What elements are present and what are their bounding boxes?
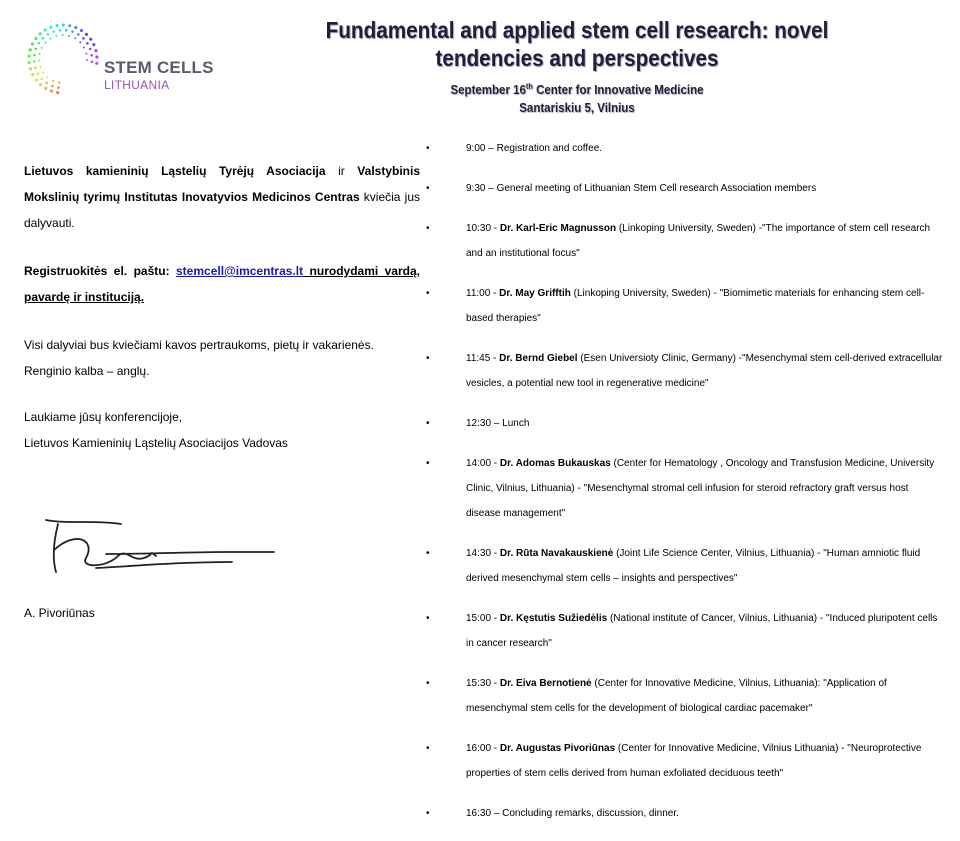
logo-dot: [74, 26, 77, 29]
logo-dot: [62, 34, 64, 36]
bullet-icon: •: [426, 458, 430, 469]
agenda-time: 15:00 -: [466, 613, 500, 624]
logo-dot: [29, 48, 32, 51]
agenda-item: [424, 606, 944, 656]
agenda-speaker: Dr. Eiva Bernotienė: [499, 678, 592, 689]
logo-dot: [80, 29, 83, 32]
logo-dot: [52, 30, 55, 33]
info-line: Visi dalyviai bus kviečiami kavos pertraukoms, pietų ir vakarienės.: [24, 338, 374, 352]
logo-dot: [37, 42, 40, 45]
agenda-time: 11:45 -: [466, 353, 500, 364]
agenda-item: [424, 216, 944, 266]
logo-dot: [92, 43, 95, 46]
logo-dot: [39, 66, 41, 68]
logo-dot: [41, 37, 44, 40]
bullet-icon: •: [426, 143, 430, 154]
agenda-description: (Joint Life Science Center, Vilnius, Lithuania) - "Human amniotic fluid derived mesenchymal stem cells – insights and perspectives": [466, 548, 921, 584]
agenda-description: (Linkoping University, Sweden) - "Biomimetic materials for enhancing stem cell-based therapies": [466, 288, 925, 324]
logo-dot: [33, 60, 36, 63]
logo-ring-icon: [18, 14, 108, 104]
logo-dot: [35, 48, 38, 51]
logo-dot: [29, 67, 32, 70]
agenda-description: Registration and coffee.: [493, 143, 603, 154]
logo-dot: [95, 55, 98, 58]
agenda-list: [424, 136, 944, 841]
logo-dot: [41, 47, 43, 49]
agenda-description: (Center for Hematology , Oncology and Transfusion Medicine, University Clinic, Vilnius, Lithuania) - "Mesenchymal stromal cell infusion for steroid refractory graft versus host disease management": [466, 458, 935, 519]
event-address: Santariskiu 5, Vilnius: [519, 101, 635, 115]
logo-dot: [49, 38, 51, 40]
agenda-time: 9:30 –: [466, 183, 494, 194]
logo-dot: [31, 73, 34, 76]
logo-dot: [94, 49, 97, 52]
agenda-time: 10:30 -: [466, 223, 500, 234]
agenda-item: [424, 176, 944, 201]
agenda-description: General meeting of Lithuanian Stem Cell research Association members: [493, 183, 817, 194]
email-link[interactable]: stemcell@imcentras.lt: [176, 264, 304, 278]
bullet-icon: •: [426, 743, 430, 754]
logo-dot: [77, 33, 80, 36]
agenda-speaker: Dr. Bernd Giebel: [499, 353, 578, 364]
agenda-time: 12:30 –: [466, 418, 500, 429]
logo-dot: [68, 35, 70, 37]
agenda-description: Lunch: [499, 418, 530, 429]
agenda-time: 11:00 -: [466, 288, 500, 299]
closing-line: Laukiame jūsų konferencijoje,: [24, 410, 183, 424]
agenda-item: [424, 411, 944, 436]
bullet-icon: •: [426, 418, 430, 429]
agenda-item: [424, 451, 944, 526]
registration-paragraph: Registruokitės el. paštu: stemcell@imcentras.lt nurodydami vardą, pavardę ir instituciją.: [24, 264, 420, 304]
agenda-speaker: Dr. Adomas Bukauskas: [499, 458, 611, 469]
logo-dot: [82, 37, 85, 40]
logo-dot: [62, 23, 65, 26]
agenda-description: – Concluding remarks, discussion, dinner.: [493, 808, 679, 819]
logo-dot: [34, 66, 37, 69]
agenda-item: [424, 736, 944, 786]
agenda-item: [424, 801, 944, 826]
bullet-icon: •: [426, 548, 430, 559]
logo-dot: [51, 85, 54, 88]
logo-subtext: LITHUANIA: [104, 78, 170, 92]
logo-dot: [59, 29, 62, 32]
agenda-time: 9:00 –: [466, 143, 494, 154]
agenda-time: 14:00 -: [466, 458, 500, 469]
logo-dot: [86, 59, 88, 61]
logo-dot: [57, 86, 60, 89]
logo-dot: [91, 60, 94, 63]
logo-dot: [44, 28, 47, 31]
agenda-item: [424, 136, 944, 161]
signatory-line: Lietuvos Kamieninių Ląstelių Asociacijos Vadovas: [24, 436, 288, 450]
logo-dot: [44, 87, 47, 90]
logo-dot: [28, 55, 31, 58]
agenda-item: [424, 541, 944, 591]
logo-dot: [39, 83, 42, 86]
logo-dot: [86, 42, 89, 45]
bullet-icon: •: [426, 223, 430, 234]
logo-dot: [89, 48, 92, 51]
logo-dot: [39, 32, 42, 35]
logo-dot: [95, 62, 98, 65]
logo-dot: [65, 29, 68, 32]
language-line: Renginio kalba – anglų.: [24, 364, 150, 378]
logo-dot: [31, 42, 34, 45]
agenda-description: (National institute of Cancer, Vilnius, Lithuania) - "Induced pluripotent cells in cancer research": [466, 613, 938, 649]
logo-dot: [38, 59, 40, 61]
logo-dot: [71, 30, 74, 33]
agenda-item: [424, 281, 944, 331]
logo-text: STEM CELLS: [104, 58, 214, 77]
logo-dot: [28, 61, 31, 64]
logo-dot: [40, 77, 43, 80]
logo-dot: [34, 37, 37, 40]
bullet-icon: •: [426, 808, 430, 819]
logo-dot: [35, 78, 38, 81]
agenda-speaker: Dr. Rūta Navakauskienė: [499, 548, 614, 559]
logo-dot: [55, 24, 58, 27]
logo: [18, 14, 214, 104]
logo-dot: [49, 26, 52, 29]
signature-icon: [36, 510, 276, 590]
logo-dot: [58, 82, 60, 84]
invitation-text: [24, 158, 420, 456]
logo-dot: [56, 91, 59, 94]
bullet-icon: •: [426, 288, 430, 299]
bullet-icon: •: [426, 183, 430, 194]
logo-dot: [85, 53, 87, 55]
agenda-time: 14:30 -: [466, 548, 500, 559]
agenda-time: 16:30: [466, 808, 494, 819]
bullet-icon: •: [426, 678, 430, 689]
event-date-venue: September 16th Center for Innovative Medicine: [450, 82, 704, 98]
agenda-time: 16:00 -: [466, 743, 500, 754]
logo-dot: [47, 33, 50, 36]
logo-dot: [37, 72, 40, 75]
logo-dot: [68, 24, 71, 27]
logo-dot: [83, 47, 85, 49]
agenda-item: [424, 671, 944, 721]
bullet-icon: •: [426, 613, 430, 624]
logo-dot: [50, 89, 53, 92]
agenda-description: (Esen Universioty Clinic, Germany) -"Mesenchymal stem cell-derived extracellular vesicles, a potential new tool in regenerative medicine": [466, 353, 943, 389]
agenda-speaker: Dr. Kęstutis Sužiedėlis: [499, 613, 608, 624]
logo-dot: [90, 54, 93, 57]
logo-dot: [89, 38, 92, 41]
agenda-speaker: Dr. May Grifftih: [499, 288, 571, 299]
signature-name: A. Pivoriūnas: [24, 606, 95, 620]
logo-dot: [74, 37, 76, 39]
logo-dot: [33, 54, 36, 57]
agenda-description: (Center for Innovative Medicine, Vilnius, Lithuania): "Application of mesenchymal stem cells for the development of biological cardiac pacemaker": [466, 678, 887, 714]
agenda-speaker: Dr. Karl-Eric Magnusson: [499, 223, 617, 234]
agenda-item: [424, 346, 944, 396]
intro-paragraph: Lietuvos kamieninių Ląstelių Tyrėjų Asociacija ir Valstybinis Mokslinių tyrimų Institutas Inovatyvios Medicinos Centras kviečia jus dalyvauti.: [24, 164, 420, 230]
agenda-description: (Center for Innovative Medicine, Vilnius Lithuania) - "Neuroprotective properties of stem cells derived from human exfoliated deciduous teeth": [466, 743, 922, 779]
logo-dot: [52, 80, 54, 82]
agenda-speaker: Dr. Augustas Pivoriūnas: [499, 743, 616, 754]
agenda-time: 15:30 -: [466, 678, 500, 689]
logo-dot: [85, 33, 88, 36]
logo-dot: [42, 72, 44, 74]
logo-dot: [79, 41, 81, 43]
logo-dot: [55, 35, 57, 37]
bullet-icon: •: [426, 353, 430, 364]
logo-dot: [44, 42, 46, 44]
agenda-description: (Linkoping University, Sweden) -"The importance of stem cell research and an institutional focus": [466, 223, 931, 259]
logo-dot: [39, 53, 41, 55]
logo-dot: [47, 76, 49, 78]
logo-dot: [45, 82, 48, 85]
page-title: Fundamental and applied stem cell research: novel tendencies and perspectives: [325, 17, 829, 71]
